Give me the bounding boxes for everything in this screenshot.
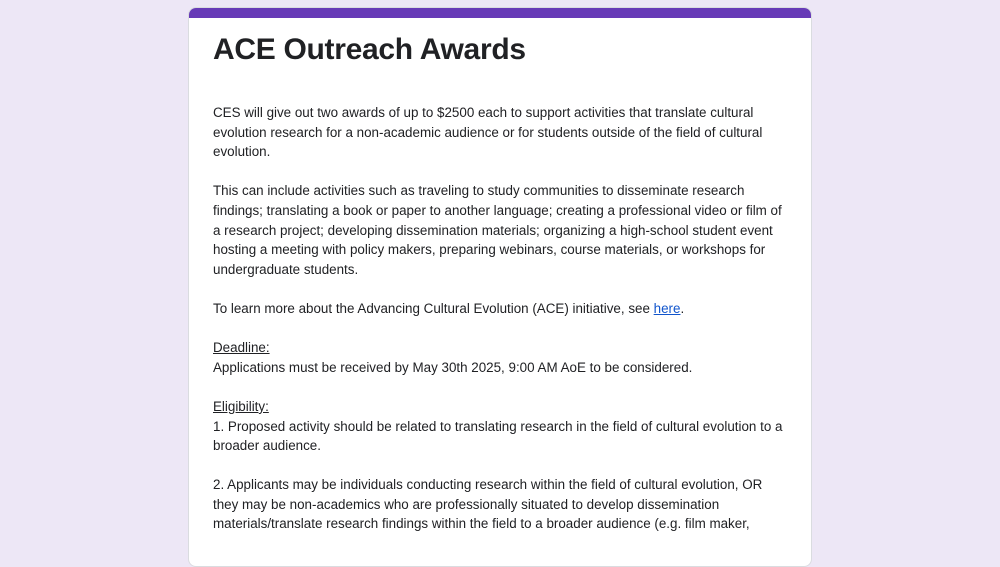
here-link[interactable]: here xyxy=(653,300,681,316)
eligibility-item-2: 2. Applicants may be individuals conducting research within the field of cultural evolution, OR they may be non-academics who are professionally situated to develop dissemination materials/translate research findings within the field to a broader audience (e.g. film maker, xyxy=(213,477,763,532)
form-title: ACE Outreach Awards xyxy=(213,33,526,66)
eligibility-item-1: 1. Proposed activity should be related to translating research in the field of cultural evolution to a broader audience. xyxy=(213,418,783,454)
form-header-card xyxy=(188,7,812,567)
learn-more-suffix: . xyxy=(680,300,685,316)
learn-more-prefix: To learn more about the Advancing Cultural Evolution (ACE) initiative, see xyxy=(213,300,654,316)
form-description xyxy=(213,103,791,534)
eligibility-heading: Eligibility: xyxy=(213,398,269,414)
deadline-heading: Deadline: xyxy=(213,340,270,356)
form-header-content xyxy=(213,30,791,534)
description-activities: This can include activities such as traveling to study communities to disseminate research findings; translating a book or paper to another language; creating a professional video or film of a research project; developing dissemination materials; organizing a high-school student event hosting a meeting with policy makers, preparing webinars, course materials, or workshops for undergraduate students. xyxy=(213,183,782,277)
form-accent-bar xyxy=(189,8,811,18)
deadline-text: Applications must be received by May 30th 2025, 9:00 AM AoE to be considered. xyxy=(213,359,693,375)
description-learn-more xyxy=(213,299,791,319)
description-intro: CES will give out two awards of up to $2500 each to support activities that translate cultural evolution research for a non-academic audience or for students outside of the field of cultural evolution. xyxy=(213,105,763,160)
